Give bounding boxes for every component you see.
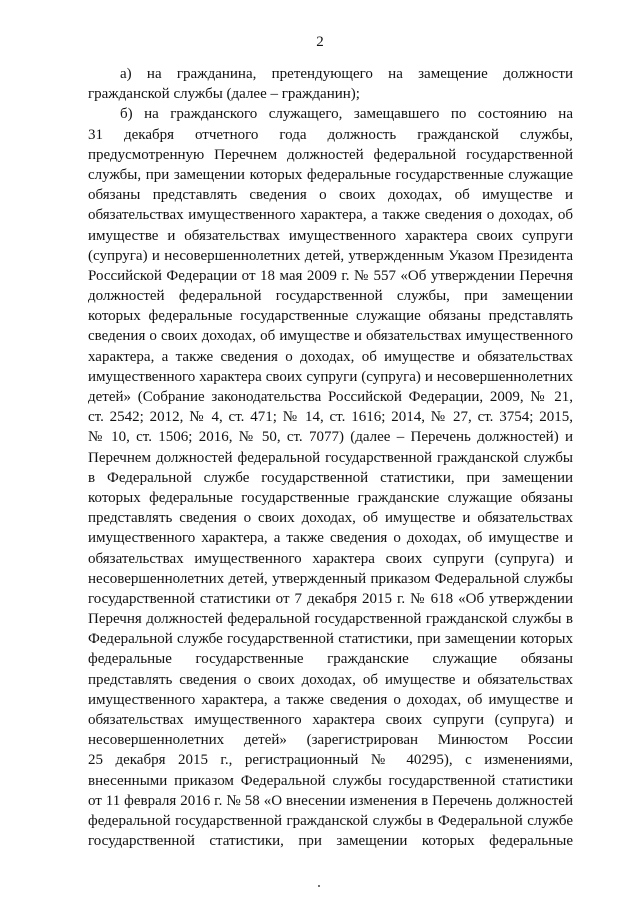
- paragraph-b-line: которых федеральные государственные служащие обязаны представлять: [88, 308, 573, 325]
- paragraph-b-line: федеральной государственной гражданской службы в Федеральной службе: [88, 812, 573, 829]
- paragraph-b-line: сведения о своих доходах, об имуществе и обязательствах имущественного: [88, 328, 573, 345]
- paragraph-a-line: а) на гражданина, претендующего на замещение должности: [120, 66, 573, 82]
- paragraph-a-line: гражданской службы (далее – гражданин);: [88, 86, 360, 103]
- paragraph-b-line: имуществе и обязательствах имущественного характера своих супруги: [88, 227, 573, 244]
- paragraph-b-line: государственной статистики от 7 декабря 2015 г. № 618 «Об утверждении: [88, 590, 573, 607]
- paragraph-b-line: Перечня должностей федеральной государственной гражданской службы в: [88, 611, 573, 628]
- paragraph-b-line: внесенными приказом Федеральной службы государственной статистики: [88, 772, 573, 789]
- paragraph-b-line: 31 декабря отчетного года должность гражданской службы,: [88, 126, 573, 143]
- paragraph-b-line: Перечнем должностей федеральной государственной гражданской службы: [88, 449, 573, 466]
- paragraph-b-line: обязательствах имущественного характера, а также сведения о доходах, об: [88, 207, 573, 224]
- paragraph-b-line: должностей федеральной государственной службы, при замещении: [88, 288, 573, 305]
- paragraph-b-line: федеральные государственные гражданские служащие обязаны: [88, 651, 573, 668]
- paragraph-b-line: предусмотренную Перечнем должностей федеральной государственной: [88, 146, 573, 163]
- paragraph-b-line: обязаны представлять сведения о своих доходах, об имуществе и: [88, 187, 573, 204]
- paragraph-b-line: которых федеральные государственные гражданские служащие обязаны: [88, 489, 573, 506]
- page-number: 2: [316, 34, 324, 50]
- paragraph-b-line: характера, а также сведения о доходах, об имуществе и обязательствах: [88, 348, 573, 365]
- paragraph-b-line: несовершеннолетних детей, утвержденный приказом Федеральной службы: [88, 570, 573, 587]
- paragraph-b-line: ст. 2542; 2012, № 4, ст. 471; № 14, ст. 1616; 2014, № 27, ст. 3754; 2015,: [88, 409, 573, 426]
- paragraph-b-line: Российской Федерации от 18 мая 2009 г. № 557 «Об утверждении Перечня: [88, 267, 573, 284]
- paragraph-b-line: 25 декабря 2015 г., регистрационный № 40295), с изменениями,: [88, 752, 573, 769]
- paragraph-b-line: государственной статистики, при замещении которых федеральные: [88, 833, 573, 850]
- paragraph-b-line: от 11 февраля 2016 г. № 58 «О внесении изменения в Перечень должностей: [88, 792, 573, 809]
- paragraph-b-line: представлять сведения о своих доходах, об имуществе и обязательствах: [88, 671, 573, 688]
- paragraph-b-line: обязательствах имущественного характера своих супруги (супруга) и: [88, 712, 573, 728]
- paragraph-b-line: имущественного характера своих супруги (супруга) и несовершеннолетних: [88, 368, 573, 385]
- document-body: [88, 64, 573, 851]
- paragraph-b-line: детей» (Собрание законодательства Российской Федерации, 2009, № 21,: [88, 389, 573, 405]
- scan-artifact-dot: [318, 885, 320, 887]
- paragraph-b-line: № 10, ст. 1506; 2016, № 50, ст. 7077) (далее – Перечень должностей) и: [88, 429, 573, 446]
- paragraph-b-line: Федеральной службе государственной статистики, при замещении которых: [88, 631, 573, 648]
- paragraph-b-line: в Федеральной службе государственной статистики, при замещении: [88, 469, 573, 486]
- paragraph-b-line: (супруга) и несовершеннолетних детей, утвержденным Указом Президента: [88, 247, 573, 264]
- paragraph-b-line: имущественного характера, а также сведения о доходах, об имуществе и: [88, 530, 573, 547]
- paragraph-b-line: службы, при замещении которых федеральные государственные служащие: [88, 166, 573, 183]
- paragraph-b-line: представлять сведения о своих доходах, об имуществе и обязательствах: [88, 510, 573, 527]
- paragraph-b-line: обязательствах имущественного характера своих супруги (супруга) и: [88, 550, 573, 567]
- paragraph-b-line: б) на гражданского служащего, замещавшего по состоянию на: [120, 106, 573, 123]
- paragraph-b-line: несовершеннолетних детей» (зарегистрирован Минюстом России: [88, 732, 573, 749]
- paragraph-b-line: имущественного характера, а также сведения о доходах, об имуществе и: [88, 691, 573, 708]
